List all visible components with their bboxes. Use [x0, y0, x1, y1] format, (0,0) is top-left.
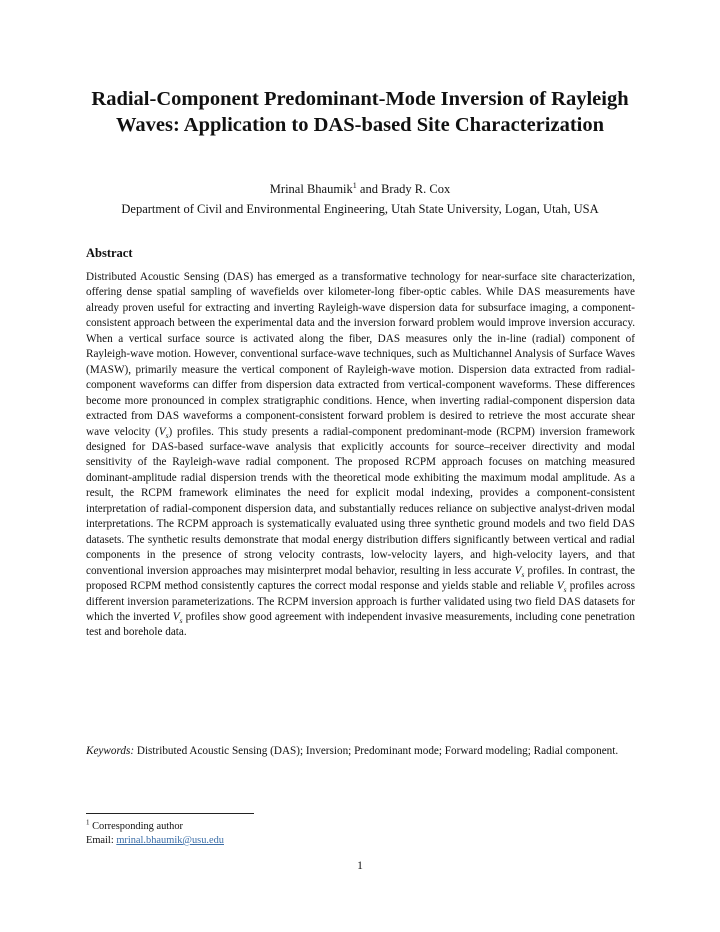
- abstract-text: Distributed Acoustic Sensing (DAS) has emerged as a transformative technology for near-surface site characterization, offering dense spatial sampling of wavefields over kilometer-long fiber-optic cables. While DAS measurements have already proven useful for extracting and inverting Rayleigh-wave dispersion data for subsurface imaging, a component-consistent approach between the experimental data and the inversion forward problem would improve inversion accuracy. When a vertical surface source is activated along the fiber, DAS measures only the in-line (radial) component of Rayleigh-wave motion. However, conventional surface-wave techniques, such as Multichannel Analysis of Surface Waves (MASW), primarily measure the vertical component of Rayleigh-wave motion. Dispersion data extracted from radial-component waveforms can differ from dispersion data extracted from vertical-component waveforms. These differences become more pronounced in complex stratigraphic conditions. Hence, when inverting radial-component dispersion data extracted from DAS waveforms a component-consistent forward problem is desired to retrieve the most accurate shear wave velocity (: [86, 271, 635, 438]
- abstract-text: profiles across different inversion parameterizations. The RCPM inversion approach is further validated using two field DAS datasets for which the inverted: [86, 580, 636, 623]
- keywords-label: Keywords:: [86, 745, 135, 757]
- email-label: Email:: [86, 835, 117, 846]
- keywords-text: Distributed Acoustic Sensing (DAS); Inversion; Predominant mode; Forward modeling; Radial component.: [134, 745, 619, 757]
- abstract-heading: Abstract: [86, 246, 133, 260]
- vs-symbol: $V_s$: [158, 425, 169, 440]
- abstract-text: profiles show good agreement with independent invasive measurements, including cone penetration test and borehole data.: [86, 610, 635, 639]
- abstract-text: ) profiles. This study presents a radial-component predominant-mode (RCPM) inversion framework designed for DAS-based surface-wave analysis that explicitly accounts for source–receiver directivity and modal sensitivity of the Rayleigh-wave radial component. The proposed RCPM approach focuses on matching measured dominant-amplitude radial dispersion trends with the theoretical mode exhibiting the maximum modal amplitude. As a result, the RCPM framework eliminates the need for explicit modal indexing, provides a component-consistent interpretation of radial-component dispersion data, and substantially reduces reliance on subjective analyst-driven modal interpretations. The RCPM approach is systematically evaluated using three synthetic ground models and two field DAS datasets. The synthetic results demonstrate that modal energy distribution differs significantly between vertical and radial components in the presence of strong velocity contrasts, low-velocity layers, and high-velocity layers, and that conventional inversion approaches may misinterpret modal behavior, resulting in less accurate: [86, 425, 635, 577]
- author-connector: and: [356, 182, 382, 196]
- footnote-divider: [86, 813, 254, 814]
- keywords: [86, 744, 635, 759]
- abstract-body: [86, 270, 635, 641]
- vs-symbol: $V_s$: [172, 610, 183, 626]
- footnote-mark: 1: [86, 818, 90, 827]
- abstract-text: profiles. In contrast, the proposed RCPM method consistently captures the correct modal response and yields stable and reliable: [86, 564, 636, 593]
- paper-title: Radial-Component Predominant-Mode Inversion of Rayleigh Waves: Application to DAS-based Site Characterization: [91, 88, 629, 136]
- vs-symbol: $V_s$: [514, 564, 525, 579]
- page-number: 1: [357, 860, 363, 872]
- author-name: Brady R. Cox: [381, 182, 451, 196]
- vs-symbol: $V_s$: [556, 580, 567, 595]
- footnote-line: [86, 820, 386, 834]
- footnote-text: Corresponding author: [89, 821, 184, 832]
- author-list: [80, 181, 640, 197]
- author-name: Mrinal Bhaumik: [269, 182, 353, 196]
- footnote-email-line: [86, 834, 386, 848]
- corresponding-author-mark: 1: [352, 180, 357, 190]
- footnote: [86, 820, 386, 848]
- email-link[interactable]: mrinal.bhaumik@usu.edu: [116, 835, 224, 846]
- affiliation: Department of Civil and Environmental Engineering, Utah State University, Logan, Utah, USA: [121, 202, 599, 216]
